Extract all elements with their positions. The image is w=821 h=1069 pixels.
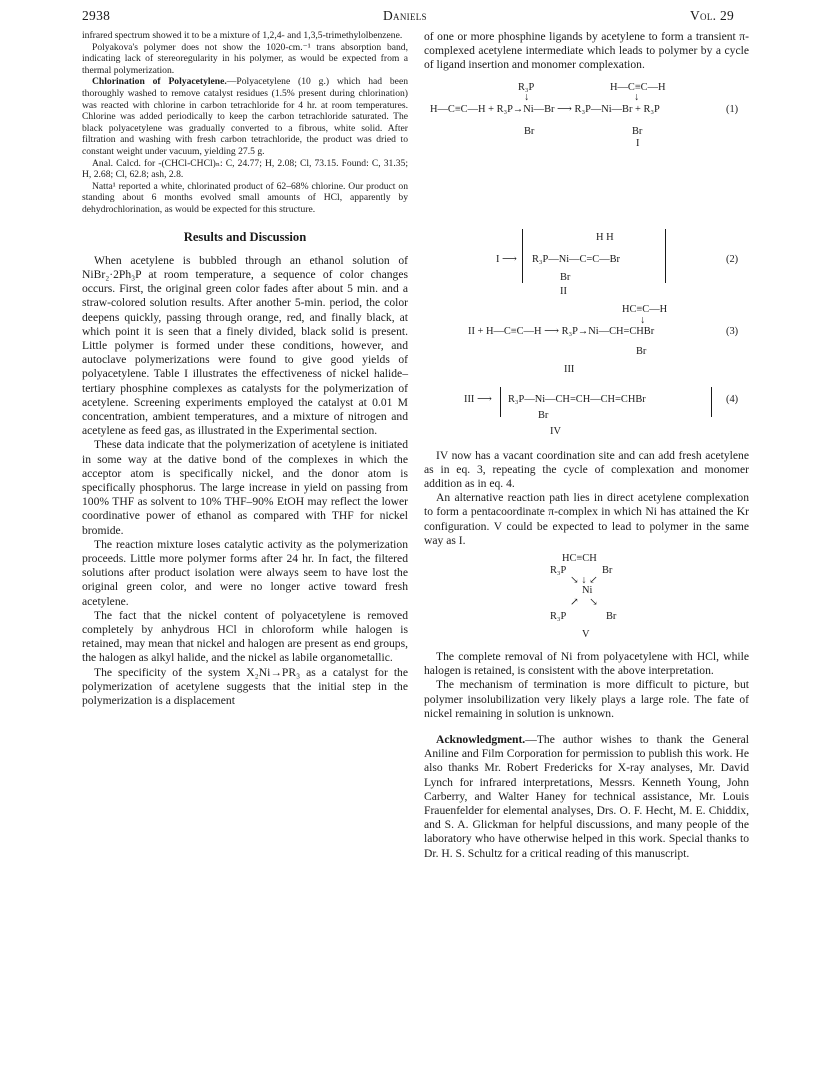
experimental-notes <box>82 30 408 216</box>
acknowledgment-paragraph <box>424 733 749 861</box>
eq2-label: II <box>560 285 567 297</box>
left-column <box>82 30 408 708</box>
v-arrows-bottom: ↗ ↘ <box>570 597 598 609</box>
v-acetylene: HC≡CH <box>562 553 597 565</box>
eq1-acetylene-top: H—C≡C—H <box>610 81 666 93</box>
acknowledgment-text: —The author wishes to thank the General Aniline and Film Corporation for permission to publish this work. He also thanks Mr. Robert Fredericks for X-ray analyses, Mr. David Lynch for infrared interpretations, Messrs. Kenneth Young, John Carberry, and Walter Haney for technical assistance, Mr. Louis Frauenfelder for elemental analyses, Drs. O. F. Hecht, M. E. Chiddix, and S. A. Glickman for helpful discussions, and many people of the laboratory who have otherwise helped in this work. Special thanks to Dr. H. S. Schultz for a critical reading of this manuscript. <box>424 733 749 860</box>
acknowledgment-heading: Acknowledgment. <box>436 733 526 747</box>
v-br-top: Br <box>602 565 613 577</box>
eq2-main: R₃P—Ni—C=C—Br <box>532 253 621 265</box>
v-label: V <box>582 629 590 641</box>
v-arrows-top: ↘ ↓ ↙ <box>570 575 598 587</box>
section-title: Results and Discussion <box>183 229 307 244</box>
eq4-lhs: III ⟶ <box>464 393 492 405</box>
eq4-label: IV <box>550 425 561 437</box>
eq3-number: (3) <box>726 325 739 337</box>
running-head-author: Daniels <box>383 8 427 23</box>
analysis-paragraph: Anal. Calcd. for ‑(CHCl‑CHCl)ₙ: C, 24.77; H, 2.08; Cl, 73.15. Found: C, 31.35; H, 2.68; Cl, 62.8; ash, 2.8. <box>82 157 408 181</box>
eq1-br-2: Br <box>632 125 643 137</box>
note-paragraph: infrared spectrum showed it to be a mixture of 1,2,4- and 1,3,5-trimethylolbenzene. <box>82 30 403 41</box>
chlorination-text: —Polyacetylene (10 g.) which had been thoroughly washed to remove catalyst residues (1.5% present during chlorination) was reacted with chlorine in carbon tetrachloride for 4 hr. at room temperatures. Chlorine was added periodically to keep the carbon tetrachloride saturated. The black polyacetylene was gradually converted to a fibrous, white solid. After filtration and washing with fresh carbon tetrachloride, the product was dried to constant weight under vacuum, yielding 27.5 g. <box>82 76 409 157</box>
v-ni: Ni <box>582 585 593 597</box>
eq3-arrow-down: ↓ <box>640 314 646 326</box>
body-paragraph: The complete removal of Ni from polyacetylene with HCl, while halogen is retained, is consistent with the above interpretation. <box>424 650 749 678</box>
body-paragraph: An alternative reaction path lies in direct acetylene complexation to form a pentacoordinate π-complex in which Ni has attained the Kr configuration. V could be expected to lead to polymer in the same way as I. <box>424 491 749 547</box>
body-paragraph: The mechanism of termination is more difficult to picture, but polymer insolubilization very likely plays a large role. The fate of nickel remaining in solution is unknown. <box>424 678 749 720</box>
intro-paragraph: of one or more phosphine ligands by acetylene to form a transient π-complexed acetylene intermediate which leads to polymer by a cycle of ligand insertion and monomer complexation. <box>424 30 749 72</box>
body-paragraph: The reaction mixture loses catalytic activity as the polymerization proceeds. Little more polymer forms after 24 hr. In fact, the filtered solutions after product isolation were always seem to have lost the original green color, and were no longer active toward fresh acetylene. <box>82 537 408 608</box>
eq1-label: I <box>636 137 640 149</box>
eq2-number: (2) <box>726 253 739 265</box>
body-paragraph: The fact that the nickel content of polyacetylene is removed completely by anhydrous HCl in chloroform while halogen is retained, may mean that nickel and halogen are present as end groups, the halogen as alkyl halide, and the nickel as labile organometallic. <box>82 608 408 665</box>
eq1-br-1: Br <box>524 125 535 137</box>
v-r3p-top: R₃P <box>550 565 567 577</box>
v-r3p-bottom: R₃P <box>550 611 567 623</box>
chlorination-heading: Chlorination of Polyacetylene. <box>92 76 227 88</box>
chlorination-paragraph <box>82 76 408 157</box>
natta-paragraph: Natta¹ reported a white, chlorinated product of 62–68% chlorine. Our product on standing about 6 months evolved small amounts of HCl, apparently by dehydrochlorination, as would be expected for this structure. <box>82 180 408 215</box>
running-head-volume: Vol. 29 <box>690 8 735 23</box>
v-br-bottom: Br <box>606 611 617 623</box>
eq4-main: R₃P—Ni—CH=CH—CH=CHBr <box>508 393 646 405</box>
eq3-label: III <box>564 363 575 375</box>
body-paragraph: These data indicate that the polymerization of acetylene is initiated in some way at the dative bond of the complexes in which the acceptor atom is specifically nickel, and the donor atom is specifically phosphorus. The large increase in yield on passing from 100% THF as solvent to 10% THF–90% EtOH may reflect the lower coordinative power of ethanol as compared with THF for nickel bromide. <box>82 438 408 537</box>
eq1-arrow-down: ↓ <box>524 91 530 103</box>
eq1-main: H—C≡C—H + R₃P→Ni—Br ⟶ R₃P—Ni—Br + R₃P <box>430 103 660 115</box>
eq3-top: HC≡C—H <box>622 303 668 315</box>
eq1-number: (1) <box>726 103 739 115</box>
eq4-br: Br <box>538 409 549 421</box>
equation-1 <box>424 73 749 149</box>
eq4-number: (4) <box>726 393 739 405</box>
page-number: 2938 <box>82 8 111 23</box>
eq2-br: Br <box>560 271 571 283</box>
body-paragraph: When acetylene is bubbled through an ethanol solution of NiBr₂·2Ph₃P at room temperature, a sequence of color changes occurs. First, the original green color fades after about 5 min. and a straw-colored solution results. After another 5-min. period, the color deepens quickly, passing through orange, red, and finally black, at which point it is seen that a finely divided, black solid is present. Little polymer is formed under these conditions, however, and autoclave polymerizations were found to give good yields of polyacetylene. Table I illustrates the effectiveness of nickel halide–tertiary phosphine complexes as catalysts for the polymerization of acetylene. Screening experiments employed the catalyst at 0.01 M concentration, ambient temperatures, and a mixture of nitrogen and acetylene as feed gas, as illustrated in the Experimental section. <box>82 253 408 438</box>
eq2-lhs: I ⟶ <box>496 253 517 265</box>
note-paragraph: Polyakova's polymer does not show the 1020-cm.⁻¹ trans absorption band, indicating lack of stereoregularity in his polymer, as would be expected from a thermal polymerization. <box>82 41 408 76</box>
body-paragraph: The specificity of the system X₂Ni→PR₃ as a catalyst for the polymerization of acetylene suggests that the initial step in the polymerization is a displacement <box>82 665 408 707</box>
eq3-main: II + H—C≡C—H ⟶ R₃P→Ni—CH=CHBr <box>468 325 655 337</box>
right-column <box>424 30 749 861</box>
body-paragraph: IV now has a vacant coordination site and can add fresh acetylene as in eq. 3, repeating the cycle of complexation and monomer addition as in eq. 4. <box>424 448 749 491</box>
eq1-r3p-top: R₃P <box>518 81 535 93</box>
eq1-arrow-down-2: ↓ <box>634 91 640 103</box>
eq3-br: Br <box>636 345 647 357</box>
eq2-hh: H H <box>596 231 614 243</box>
